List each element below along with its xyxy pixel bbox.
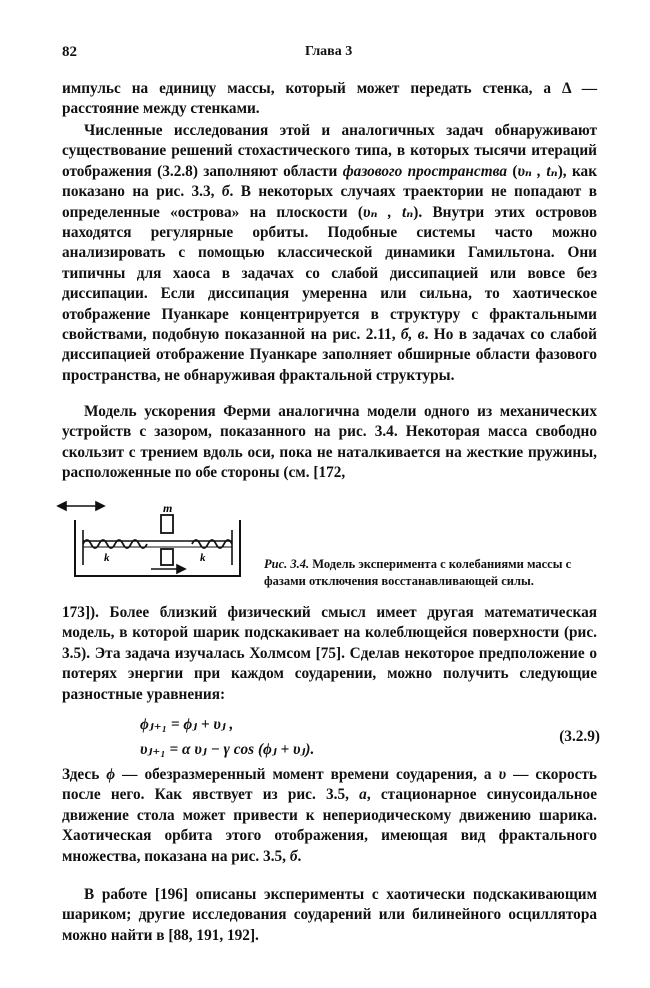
italic-term: υₙ , tₙ [517, 162, 558, 180]
motion-arrow-icon [151, 565, 185, 573]
text-run: Здесь [62, 766, 107, 783]
figure-caption [264, 556, 600, 590]
italic-term: фазового пространства [342, 162, 507, 180]
spring-label-right: k [200, 552, 206, 564]
text-run: . В некоторых случаях траектории не попадают в определенные «острова» на плоскости ( [62, 183, 597, 221]
italic-term: б, в [400, 326, 425, 344]
symbol-phi: ϕ [106, 766, 116, 783]
symbol-v: υ [498, 766, 507, 783]
equation-line-2: υⱼ₊₁ = α υⱼ − γ cos (ϕⱼ + υⱼ). [140, 741, 315, 758]
text-run: . [297, 847, 302, 865]
mass-block-upper [161, 515, 173, 533]
text-run: — скорость после него. Как явствует из рис. 3.5, [62, 766, 597, 804]
paragraph-numerical-studies [62, 121, 597, 386]
equation-3-2-9 [140, 715, 600, 765]
equation-number: (3.2.9) [559, 728, 600, 745]
italic-term: а [359, 786, 367, 804]
italic-term: б [289, 847, 298, 865]
spring-mass-diagram [55, 497, 255, 603]
spring-label-left: k [104, 552, 110, 564]
paragraph-continuation: импульс на единицу массы, который может передать стенка, а Δ — расстояние между стенками. [62, 80, 597, 118]
caption-label: Рис. 3.4. [264, 557, 310, 571]
text-run: ). Внутри этих островов находятся регулярные орбиты. Подобные системы часто можно анализировать с помощью классической динамики Гамильтона. Они типичны для хаоса в задачах со слабой диссипацией или вовсе без диссипации. Если диссипация умеренна или сильна, то хаотическое отображение Пуанкаре концентрируется в структуру с фрактальными свойствами, подобную показанной на рис. 2.11, [62, 203, 597, 344]
text-run: — обезразмеренный момент времени соударения, а [115, 766, 499, 783]
caption-text: Модель эксперимента с колебаниями массы с фазами отключения восстанавливающей силы. [264, 557, 572, 588]
text-run: ( [507, 162, 518, 180]
container-walls [75, 520, 240, 576]
text-run: Численные исследования этой и аналогичных задач обнаруживают существование решений стохастического типа, в которых тысячи итераций отображения (3.2.8) заполняют области [62, 122, 597, 180]
text-run: ), как показано на рис. 3.3, [62, 162, 598, 201]
italic-term: б [221, 183, 230, 201]
italic-term: υₙ , tₙ [363, 203, 414, 221]
text-run: , стационарное синусоидальное движение стола может привести к непериодическому движению шарика. Хаотическая орбита этого отображения, имеющая вид фрактального множества, показана на рис. 3.5, [62, 786, 597, 865]
paragraph-references: В работе [196] описаны эксперименты с хаотически подскакивающим шариком; другие исследования соударений или билинейного осциллятора можно найти в [88, 191, 192]. [62, 886, 597, 944]
figure-3-4-diagram [55, 497, 255, 603]
double-arrow-icon [58, 502, 104, 510]
chapter-title: Глава 3 [305, 44, 353, 59]
paragraph-explanation [62, 765, 597, 867]
paragraph-bouncing-ball: 173]). Более близкий физический смысл имеет другая математическая модель, в которой шарик подскакивает на колеблющейся поверхности (рис. 3.5). Эта задача изучалась Холмсом [75]. Сделав некоторое предположение о потерях энергии при каждом соударении, можно получить следующие разностные уравнения: [62, 604, 597, 703]
mass-label: m [163, 501, 173, 515]
page-number: 82 [62, 44, 77, 60]
paragraph-fermi-model: Модель ускорения Ферми аналогична модели одного из механических устройств с зазором, показанного на рис. 3.4. Некоторая масса свободно скользит с трением вдоль оси, пока не наталкивается на жесткие пружины, расположенные по обе стороны (см. [172, [62, 403, 597, 482]
text-run: . Но в задачах со слабой диссипацией отображение Пуанкаре заполняет обширные области фазового пространства, не обнаруживая фрактальной структуры. [62, 326, 597, 384]
mass-block-lower [161, 549, 173, 565]
equation-line-1: ϕⱼ₊₁ = ϕⱼ + υⱼ , [140, 716, 234, 733]
